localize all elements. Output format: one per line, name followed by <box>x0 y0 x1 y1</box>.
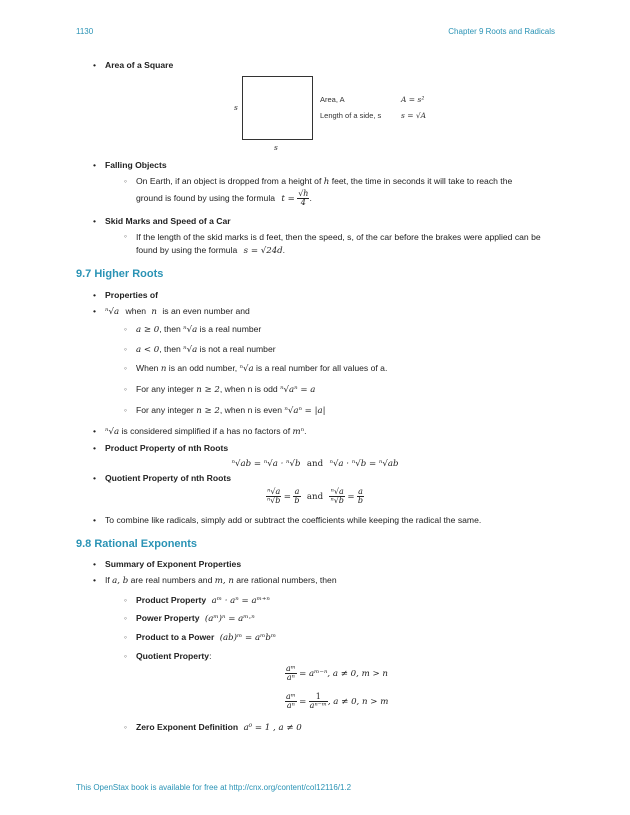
falling-text-b: feet, the time in seconds it will take to reach the <box>331 176 513 186</box>
s1-text: , then <box>159 324 181 334</box>
s5-math: n ≥ 2 <box>196 406 220 416</box>
falling-formula-lhs: t = <box>281 194 295 205</box>
q1-rhs: = aᵐ⁻ⁿ, a ≠ 0, m > n <box>299 669 388 680</box>
even-n: n <box>151 307 157 317</box>
s3-a: When <box>136 363 159 373</box>
falling-formula-den: 4 <box>300 198 306 208</box>
s1-math: a ≥ 0 <box>136 325 160 335</box>
even-root: ⁿ√a <box>105 307 120 317</box>
side-label: Length of a side, s <box>320 111 382 120</box>
chapter-title: Chapter 9 Roots and Radicals <box>448 27 555 36</box>
bullet-quotient-nth <box>93 473 231 483</box>
product-label: Product Property <box>136 595 207 605</box>
section-9-7-title: 9.7 Higher Roots <box>76 268 164 280</box>
even-when: when <box>125 306 147 316</box>
bullet-even <box>93 306 250 317</box>
side-left-label: s <box>234 103 238 112</box>
s2-end: is not a real number <box>199 344 276 354</box>
falling-text-a: On Earth, if an object is dropped from a height of <box>136 176 322 186</box>
bullet-area-square <box>93 60 173 70</box>
product-and: and <box>306 459 324 469</box>
bullet-falling <box>93 160 167 170</box>
s4-math: n ≥ 2 <box>196 385 220 395</box>
footer-note: This OpenStax book is available for free at http://cnx.org/content/col12116/1.2 <box>76 783 352 792</box>
bullet-product-nth <box>93 443 228 453</box>
square-diagram <box>242 76 313 140</box>
section-9-8-title: 9.8 Rational Exponents <box>76 538 198 550</box>
s1-end: is a real number <box>199 324 262 334</box>
bullet-simplified <box>93 426 307 437</box>
sub-ptp <box>124 632 276 643</box>
sub-zero <box>124 722 302 733</box>
skid-line2: found by using the formula <box>136 245 238 255</box>
area-formula: A = s² <box>401 95 425 104</box>
sub-power <box>124 613 255 624</box>
power-label: Power Property <box>136 613 200 623</box>
skid-text: ◦ If the length of the skid marks is d feet, then the speed, s, of the car before the brakes were applied can be found by using the formula s = √24d. <box>124 231 556 258</box>
sub-quotient <box>124 651 211 661</box>
bullet-skid <box>93 216 231 226</box>
falling-text <box>124 176 556 187</box>
sub-product <box>124 595 270 606</box>
bullet-summary <box>93 559 241 569</box>
falling-formula-line: ground is found by using the formula t = $\frac{√h}{4}$ . <box>136 189 312 208</box>
s1-root: ⁿ√a <box>183 325 198 335</box>
falling-var-h: h <box>323 177 330 187</box>
quotient-frac4: $\frac{a}{b}$ <box>357 487 364 506</box>
area-square-label: Area of a Square <box>105 60 174 70</box>
s3-root: ⁿ√a <box>239 364 254 374</box>
product-nth-label: Product Property of nth Roots <box>105 443 229 453</box>
summary-label: Summary of Exponent Properties <box>105 559 242 569</box>
s5-eq: ⁿ√aⁿ = |a| <box>284 406 326 416</box>
quotient-nth-equations: $\frac{\text{ⁿ√a}}{\text{ⁿ√b}}$ = $\frac{a}{b}$ and $\frac{\text{ⁿ√a}}{\text{ⁿ√b}}$ = $\frac{a}{b}$ <box>266 487 364 506</box>
skid-formula: s = √24d <box>243 246 283 256</box>
s3-c: is a real number for all values of a. <box>255 363 388 373</box>
area-label: Area, A <box>320 95 345 104</box>
quot-label: Quotient Property <box>136 651 210 661</box>
side-bottom-label: s <box>274 143 278 152</box>
falling-formula-num: √h <box>298 189 309 198</box>
simpl-text: is considered simplified if a has no factors of <box>121 426 291 436</box>
quotient-frac3: $\frac{\text{ⁿ√a}}{\text{ⁿ√b}}$ <box>330 487 344 506</box>
s2-root: ⁿ√a <box>183 345 198 355</box>
s3-n: n <box>160 364 167 374</box>
product-eq2: ⁿ√a · ⁿ√b = ⁿ√ab <box>329 459 399 469</box>
product-nth-equations <box>0 458 630 469</box>
sub-nonneg <box>124 324 261 335</box>
sub-integer-even <box>124 405 326 416</box>
product-eq1: ⁿ√ab = ⁿ√a · ⁿ√b <box>231 459 301 469</box>
ptp-label: Product to a Power <box>136 632 215 642</box>
bullet-properties <box>93 290 158 300</box>
page-number: 1130 <box>76 27 94 36</box>
falling-text-c: ground is found by using the formula <box>136 193 276 204</box>
s3-b: is an odd number, <box>168 363 238 373</box>
s4-b: , when n is odd <box>219 384 278 394</box>
quotient-eq2: $\frac{\text{aᵐ}}{\text{aⁿ}}$ = $\frac{1}{\text{aⁿ⁻ᵐ}}$ , a ≠ 0, n > m <box>286 692 389 711</box>
skid-label: Skid Marks and Speed of a Car <box>105 216 231 226</box>
sub-neg <box>124 344 276 355</box>
if-b: are real numbers and <box>130 575 213 585</box>
skid-line1: If the length of the skid marks is d feet, then the speed, s, of the car before the brakes were applied can be <box>136 232 541 242</box>
simpl-math: mⁿ <box>292 427 305 437</box>
zero-eq: a⁰ = 1 , a ≠ 0 <box>243 723 302 733</box>
quotient-and: and <box>306 492 324 503</box>
ptp-eq: (ab)ᵐ = aᵐbᵐ <box>219 633 277 643</box>
zero-label: Zero Exponent Definition <box>136 722 239 732</box>
if-a: If <box>105 575 110 585</box>
quotient-nth-label: Quotient Property of nth Roots <box>105 473 232 483</box>
bullet-if <box>93 575 337 586</box>
falling-label: Falling Objects <box>105 160 167 170</box>
s4-a: For any integer <box>136 384 194 394</box>
if-ab: a, b <box>112 576 129 586</box>
combine-text: To combine like radicals, simply add or subtract the coefficients while keeping the radical the same. <box>105 515 482 525</box>
side-formula: s = √A <box>401 111 427 120</box>
if-c: are rational numbers, then <box>236 575 337 585</box>
bullet-combine <box>93 515 481 525</box>
quotient-frac1: $\frac{\text{ⁿ√a}}{\text{ⁿ√b}}$ <box>266 487 281 506</box>
quotient-frac2: $\frac{a}{b}$ <box>294 487 300 506</box>
s5-a: For any integer <box>136 405 194 415</box>
sub-odd <box>124 363 387 374</box>
s4-eq: ⁿ√aⁿ = a <box>280 385 316 395</box>
if-mn: m, n <box>214 576 234 586</box>
even-text: is an even number and <box>162 306 250 316</box>
q2-rhs: , a ≠ 0, n > m <box>327 697 389 708</box>
s2-text: , then <box>159 344 181 354</box>
s5-b: , when n is even <box>219 405 282 415</box>
power-eq: (aᵐ)ⁿ = aᵐ·ⁿ <box>204 614 255 624</box>
quot-colon: : <box>209 651 212 661</box>
properties-label: Properties of <box>105 290 159 300</box>
s2-math: a < 0 <box>136 345 160 355</box>
sub-integer-odd <box>124 384 315 395</box>
quotient-eq1: $\frac{\text{aᵐ}}{\text{aⁿ}}$ = aᵐ⁻ⁿ, a ≠ 0, m > n <box>286 664 388 683</box>
simpl-root: ⁿ√a <box>105 427 120 437</box>
simpl-end: . <box>304 426 307 436</box>
falling-formula-frac <box>297 190 309 208</box>
product-eq: aᵐ · aⁿ = aᵐ⁺ⁿ <box>211 596 270 606</box>
